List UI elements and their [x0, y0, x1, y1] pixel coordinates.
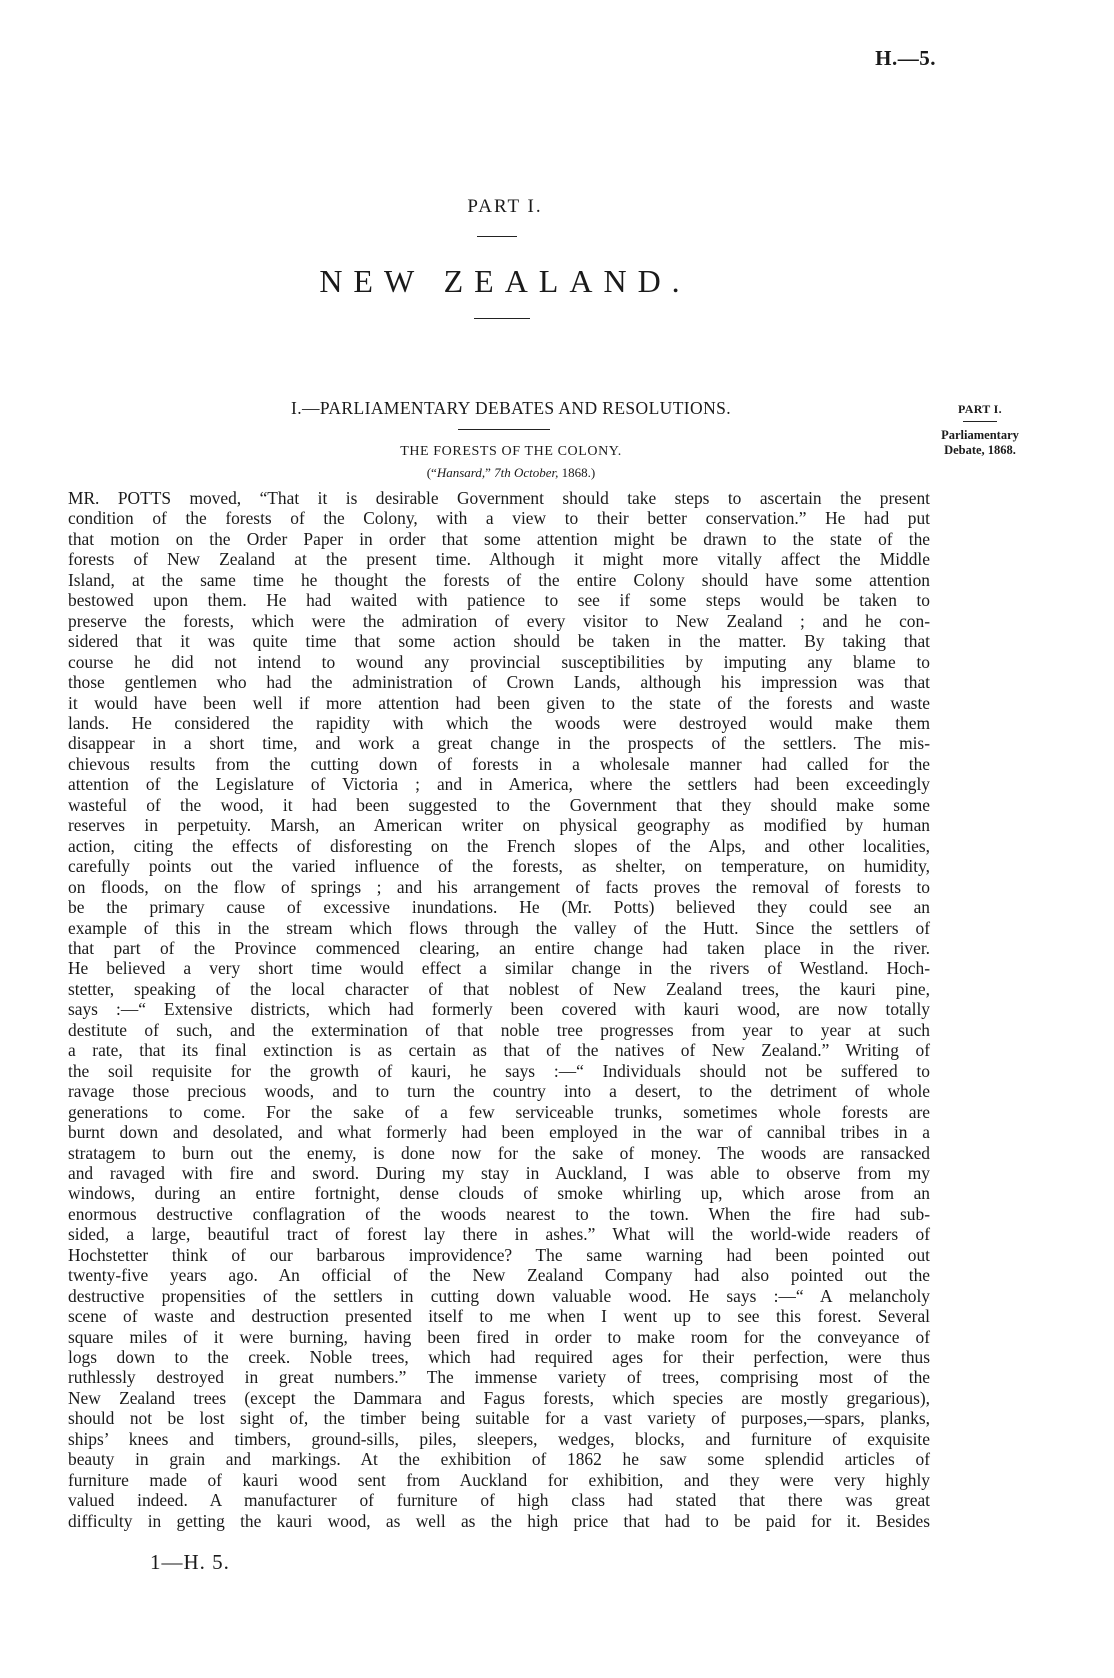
body-line: enormous destructive conflagration of the woods nearest to the town. When the fire had sub- — [68, 1203, 930, 1224]
subsection-heading: THE FORESTS OF THE COLONY. — [400, 444, 622, 459]
body-line: destitute of such, and the extermination of that noble tree progresses from year to year at such — [68, 1019, 930, 1040]
body-line: that part of the Province commenced clearing, an entire change had taken place in the river. — [68, 937, 930, 958]
body-line: ships’ knees and timbers, ground-sills, piles, sleepers, wedges, blocks, and furniture of exquisite — [68, 1428, 930, 1449]
body-line: difficulty in getting the kauri wood, as well as the high price that had to be paid for it. Besides — [68, 1510, 930, 1531]
page-signature: 1—H. 5. — [150, 1550, 230, 1574]
body-line: reserves in perpetuity. Marsh, an American writer on physical geography as modified by human — [68, 815, 930, 836]
source-mid: ” — [485, 465, 495, 480]
source-year: 1868.) — [558, 465, 596, 480]
body-line: example of this in the stream which flows through the valley of the Hutt. Since the settlers of — [68, 917, 930, 938]
page-id: H.—5. — [875, 46, 936, 70]
body-line: attention of the Legislature of Victoria ; and in America, where the settlers had been exceedingly — [68, 774, 930, 795]
source-open: (“ — [426, 465, 437, 480]
margin-line-1: Parliamentary — [941, 428, 1019, 442]
section-heading: I.—PARLIAMENTARY DEBATES AND RESOLUTIONS. — [290, 398, 732, 418]
body-line: sidered that it was quite time that some action should be taken in the matter. By taking that — [68, 631, 930, 652]
body-line: that motion on the Order Paper in order that some attention might be drawn to the state of the — [68, 528, 930, 549]
body-line: those gentlemen who had the administration of Crown Lands, although his impression was that — [68, 672, 930, 693]
body-line: action, citing the effects of disforesting on the French slopes of the Alps, and other localities, — [68, 835, 930, 856]
body-line: on floods, on the flow of springs ; and his arrangement of facts proves the removal of forests to — [68, 876, 930, 897]
body-line: destructive propensities of the settlers in cutting down valuable wood. He says :—“ A melancholy — [68, 1285, 930, 1306]
margin-part: PART I. — [958, 402, 1002, 416]
body-line: furniture made of kauri wood sent from Auckland for exhibition, and they were very highly — [68, 1469, 930, 1490]
body-line: ruthlessly destroyed in great numbers.” The immense variety of trees, comprising most of the — [68, 1367, 930, 1388]
body-line: bestowed upon them. He had waited with patience to see if some steps would be taken to — [68, 590, 930, 611]
divider — [477, 236, 517, 237]
body-line: preserve the forests, which were the admiration of every visitor to New Zealand ; and he con- — [68, 610, 930, 631]
body-line: beauty in grain and markings. At the exhibition of 1862 he saw some splendid articles of — [68, 1449, 930, 1470]
margin-line-2: Debate, 1868. — [944, 443, 1016, 457]
margin-divider — [963, 421, 997, 422]
source-citation — [206, 465, 816, 481]
body-line: the soil requisite for the growth of kauri, he says :—“ Individuals should not be suffered to — [68, 1060, 930, 1081]
country-heading: NEW ZEALAND. — [319, 263, 691, 299]
body-line: twenty-five years ago. An official of the New Zealand Company had also pointed out the — [68, 1265, 930, 1286]
body-line: and ravaged with fire and sword. During my stay in Auckland, I was able to observe from my — [68, 1162, 930, 1183]
body-line: carefully points out the varied influence of the forests, as shelter, on temperature, on humidity, — [68, 856, 930, 877]
margin-note — [925, 402, 1035, 458]
body-line: condition of the forests of the Colony, with a view to their better conservation.” He had put — [68, 508, 930, 529]
body-line: burnt down and desolated, and what formerly had been employed in the war of cannibal tribes in a — [68, 1122, 930, 1143]
body-line: valued indeed. A manufacturer of furniture of high class had stated that there was great — [68, 1490, 930, 1511]
source-date: 7th October, — [494, 465, 559, 480]
divider — [458, 429, 550, 430]
body-line: it would have been well if more attention had been given to the state of the forests and waste — [68, 692, 930, 713]
body-line: MR. POTTS moved, “That it is desirable Government should take steps to ascertain the present — [68, 488, 930, 508]
body-line: stetter, speaking of the local character of that noblest of New Zealand trees, the kauri pine, — [68, 978, 930, 999]
body-line: be the primary cause of excessive inundations. He (Mr. Potts) believed they could see an — [68, 897, 930, 918]
body-text — [68, 488, 930, 1531]
body-line: forests of New Zealand at the present time. Although it might more vitally affect the Middle — [68, 549, 930, 570]
body-line: windows, during an entire fortnight, dense clouds of smoke whirling up, which arose from an — [68, 1183, 930, 1204]
body-line: square miles of it were burning, having been fired in order to make room for the conveyance of — [68, 1326, 930, 1347]
source-hansard: Hansard, — [436, 465, 486, 480]
body-line: disappear in a short time, and work a great change in the prospects of the settlers. The mis- — [68, 733, 930, 754]
body-line: scene of waste and destruction presented itself to me when I went up to see this forest. Several — [68, 1306, 930, 1327]
body-line: chievous results from the cutting down of forests in a wholesale manner had called for the — [68, 753, 930, 774]
body-line: New Zealand trees (except the Dammara and Fagus forests, which species are mostly gregarious), — [68, 1387, 930, 1408]
body-line: ravage those precious woods, and to turn the country into a desert, to the detriment of whole — [68, 1081, 930, 1102]
body-line: course he did not intend to wound any provincial susceptibilities by imputing any blame to — [68, 651, 930, 672]
body-line: lands. He considered the rapidity with which the woods were destroyed would make them — [68, 712, 930, 733]
body-line: wasteful of the wood, it had been suggested to the Government that they should make some — [68, 794, 930, 815]
body-line: Island, at the same time he thought the forests of the entire Colony should have some attention — [68, 569, 930, 590]
divider — [474, 318, 530, 319]
body-line: should not be lost sight of, the timber being suitable for a vast variety of purposes,—spars, planks, — [68, 1408, 930, 1429]
body-line: sided, a large, beautiful tract of forest lay there in ashes.” What will the world-wide readers of — [68, 1224, 930, 1245]
body-line: Hochstetter think of our barbarous improvidence? The same warning had been pointed out — [68, 1244, 930, 1265]
body-line: a rate, that its final extinction is as certain as that of the natives of New Zealand.” Writing of — [68, 1040, 930, 1061]
body-line: generations to come. For the sake of a few serviceable trunks, sometimes whole forests are — [68, 1101, 930, 1122]
body-line: says :—“ Extensive districts, which had formerly been covered with kauri wood, are now totally — [68, 999, 930, 1020]
part-heading: PART I. — [467, 196, 543, 217]
body-line: stratagem to burn out the enemy, is done now for the sake of money. The woods are ransacked — [68, 1142, 930, 1163]
body-line: logs down to the creek. Noble trees, which had required ages for their perfection, were thus — [68, 1347, 930, 1368]
body-line: He believed a very short time would effect a similar change in the rivers of Westland. Hoch- — [68, 958, 930, 979]
